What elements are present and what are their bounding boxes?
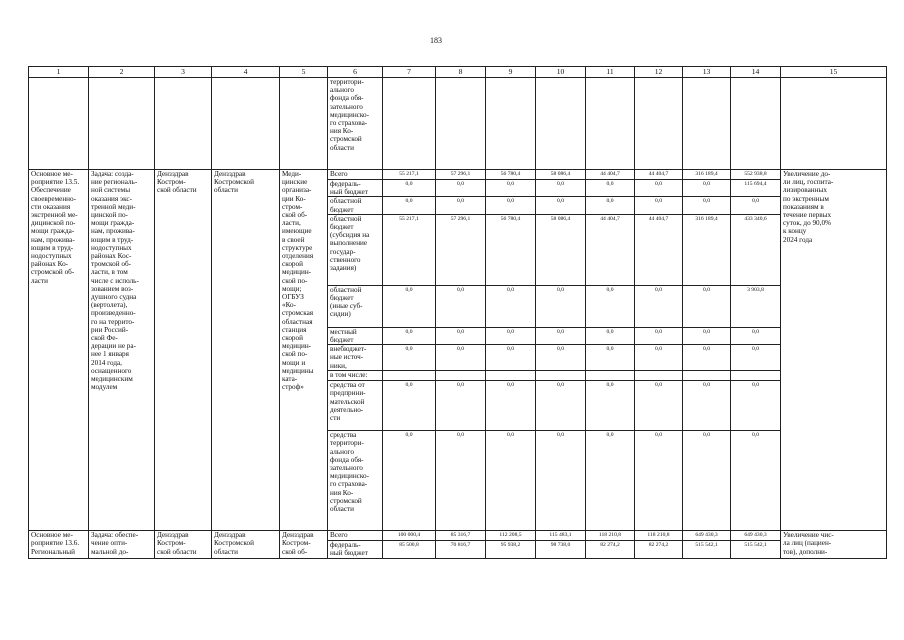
amount-cell: 552 938,8 [731,170,781,180]
measure-col5: Дензздрав Костром- ской об- [280,531,328,559]
funding-source: средства от предприни- мательской деятельно- сти [328,381,383,431]
amount-cell: 0,0 [635,327,683,344]
amount-cell: 649 430,3 [683,531,731,541]
measure-col1: Основное ме- роприятие 13.5. Обеспечение своевременно- сти оказания экстренной ме- дицинской по- мощи гражда- нам, прожива- ющим в труд- нодоступных районах Ко- стромской об- ласти [29,170,89,531]
amount-cell: 0,0 [731,431,781,531]
amount-cell: 0,0 [436,327,486,344]
table-cell [383,78,436,170]
amount-cell: 316 189,4 [683,214,731,285]
amount-cell: 0,0 [486,345,536,371]
amount-cell: 316 189,4 [683,170,731,180]
amount-cell: 0,0 [486,285,536,327]
header-row [29,67,887,78]
measure-col4: Дензздрав Костромской области [212,170,280,531]
measure-col2: Задача: созда- ние региональ- ной системы оказания экс- тренной меди- цинской по- мощи гражда- нам, прожива- ющим в труд- нодоступных районах Кос- тромской об- ласти, в том числе с исполь- зованием воз- душного судна (вертолета), произведенно- го на террито- рии Россий- ской Фе- дерации не ра- нее 1 января 2014 года, оснащенного медицинским модулем [89,170,155,531]
table-cell [586,78,635,170]
column-header: 5 [280,67,328,78]
amount-cell [683,371,731,381]
amount-cell: 0,0 [536,431,586,531]
amount-cell: 0,0 [586,180,635,197]
funding-source: федераль- ный бюджет [328,180,383,197]
amount-cell: 0,0 [436,197,486,214]
amount-cell: 0,0 [383,431,436,531]
amount-cell: 112 208,5 [486,531,536,541]
amount-cell: 3 903,8 [731,285,781,327]
table-cell [155,78,212,170]
funding-source: Всего [328,170,383,180]
amount-cell: 56 780,4 [486,214,536,285]
amount-cell: 82 274,2 [586,541,635,559]
amount-cell: 118 210,8 [586,531,635,541]
amount-cell: 44 404,7 [635,170,683,180]
funding-source: областной бюджет [328,197,383,214]
measure-col5: Меди- цинские организа- ции Ко- стром- ской об- ласти, имеющие в своей структуре отделения скорой медицин- ской по- мощи; ОГБУЗ «Ко- стромская областная станция скорой медицин- ской по- мощи и медицины ката- строф» [280,170,328,531]
amount-cell [536,371,586,381]
amount-cell: 0,0 [436,381,486,431]
table-cell [89,78,155,170]
table-cell [280,78,328,170]
funding-source: областной бюджет (субсидия на выполнение государ- ственного задания) [328,214,383,285]
amount-cell [436,371,486,381]
amount-cell: 0,0 [486,327,536,344]
amount-cell: 0,0 [635,381,683,431]
amount-cell: 0,0 [486,197,536,214]
amount-cell: 0,0 [586,345,635,371]
amount-cell: 0,0 [436,180,486,197]
page-number: 183 [430,36,442,45]
continuation-row [29,78,887,170]
amount-cell: 0,0 [486,381,536,431]
amount-cell: 55 217,1 [383,170,436,180]
amount-cell: 0,0 [536,285,586,327]
measure-col1: Основное ме- роприятие 13.6. Региональный [29,531,89,559]
amount-cell: 0,0 [635,431,683,531]
amount-cell: 58 086,4 [536,170,586,180]
amount-cell: 649 430,3 [731,531,781,541]
amount-cell: 0,0 [383,381,436,431]
amount-cell: 100 000,4 [383,531,436,541]
amount-cell: 0,0 [586,197,635,214]
table-cell [683,78,731,170]
column-header: 13 [683,67,731,78]
measure-col4: Дензздрав Костромской области [212,531,280,559]
column-header: 1 [29,67,89,78]
amount-cell: 0,0 [383,180,436,197]
amount-cell: 0,0 [683,285,731,327]
table-cell [731,78,781,170]
table-cell [436,78,486,170]
amount-cell: 56 780,4 [486,170,536,180]
amount-cell [486,371,536,381]
amount-cell: 515 542,1 [731,541,781,559]
table-cell [212,78,280,170]
amount-cell: 0,0 [536,381,586,431]
amount-cell: 70 816,7 [436,541,486,559]
amount-cell: 0,0 [436,345,486,371]
column-header: 3 [155,67,212,78]
amount-cell: 44 404,7 [586,214,635,285]
table-row [29,170,887,180]
amount-cell: 0,0 [683,345,731,371]
amount-cell: 82 274,2 [635,541,683,559]
column-header: 7 [383,67,436,78]
table-cell [536,78,586,170]
measure-col3: Дензздрав Костром- ской области [155,531,212,559]
column-header: 2 [89,67,155,78]
amount-cell: 0,0 [683,381,731,431]
amount-cell: 0,0 [731,327,781,344]
amount-cell: 55 217,1 [383,214,436,285]
column-header: 9 [486,67,536,78]
table-cell [486,78,536,170]
table-row [29,531,887,541]
funding-source: Всего [328,531,383,541]
amount-cell: 85 316,7 [436,531,486,541]
amount-cell: 0,0 [586,327,635,344]
amount-cell: 0,0 [586,381,635,431]
amount-cell: 58 086,4 [536,214,586,285]
amount-cell [731,371,781,381]
amount-cell: 0,0 [486,431,536,531]
amount-cell [383,371,436,381]
amount-cell: 0,0 [731,197,781,214]
column-header: 15 [781,67,887,78]
column-header: 11 [586,67,635,78]
amount-cell: 0,0 [586,431,635,531]
expected-result: Увеличение чис- ла лиц (пациен- тов), дополни- [781,531,887,559]
funding-source: местный бюджет [328,327,383,344]
amount-cell: 0,0 [436,431,486,531]
table-cell [635,78,683,170]
amount-cell [586,371,635,381]
amount-cell: 0,0 [683,197,731,214]
amount-cell: 95 938,2 [486,541,536,559]
budget-table [28,66,887,559]
amount-cell: 57 296,1 [436,214,486,285]
measure-col3: Дензздрав Костром- ской области [155,170,212,531]
amount-cell: 0,0 [536,180,586,197]
column-header: 10 [536,67,586,78]
amount-cell: 0,0 [436,285,486,327]
amount-cell: 0,0 [635,285,683,327]
table-cell [29,78,89,170]
amount-cell: 0,0 [635,345,683,371]
amount-cell: 118 210,8 [635,531,683,541]
funding-source: в том числе: [328,371,383,381]
amount-cell [635,371,683,381]
amount-cell: 0,0 [383,327,436,344]
amount-cell: 433 340,6 [731,214,781,285]
amount-cell: 0,0 [536,327,586,344]
amount-cell: 44 404,7 [586,170,635,180]
amount-cell: 0,0 [683,431,731,531]
amount-cell: 0,0 [683,327,731,344]
amount-cell: 98 738,0 [536,541,586,559]
amount-cell: 515 542,1 [683,541,731,559]
measure-col2: Задача: обеспе- чение опти- мальной до- [89,531,155,559]
amount-cell: 0,0 [683,180,731,197]
amount-cell: 0,0 [536,197,586,214]
amount-cell: 0,0 [486,180,536,197]
amount-cell: 0,0 [731,381,781,431]
amount-cell: 115 694,4 [731,180,781,197]
amount-cell: 0,0 [731,345,781,371]
amount-cell: 0,0 [536,345,586,371]
amount-cell: 85 500,8 [383,541,436,559]
funding-source: средства территори- ального фонда обя- зательного медицинско- го страхова- ния Ко- стромской области [328,431,383,531]
amount-cell: 0,0 [586,285,635,327]
column-header: 6 [328,67,383,78]
funding-source: федераль- ный бюджет [328,541,383,559]
amount-cell: 115 483,1 [536,531,586,541]
funding-source: внебюджет- ные источ- ники, [328,345,383,371]
amount-cell: 44 404,7 [635,214,683,285]
amount-cell: 0,0 [635,197,683,214]
column-header: 8 [436,67,486,78]
amount-cell: 0,0 [383,285,436,327]
column-header: 12 [635,67,683,78]
column-header: 4 [212,67,280,78]
funding-source: областной бюджет (иные суб- сидии) [328,285,383,327]
amount-cell: 0,0 [383,345,436,371]
amount-cell: 0,0 [383,197,436,214]
amount-cell: 0,0 [635,180,683,197]
expected-result: Увеличение до- ли лиц, госпита- лизированных по экстренным показаниям в течение первых суток, до 90,0% к концу 2024 года [781,170,887,531]
column-header: 14 [731,67,781,78]
table-cell [781,78,887,170]
table-cell: территори- ального фонда обя- зательного медицинско- го страхова- ния Ко- стромской области [328,78,383,170]
amount-cell: 57 296,1 [436,170,486,180]
